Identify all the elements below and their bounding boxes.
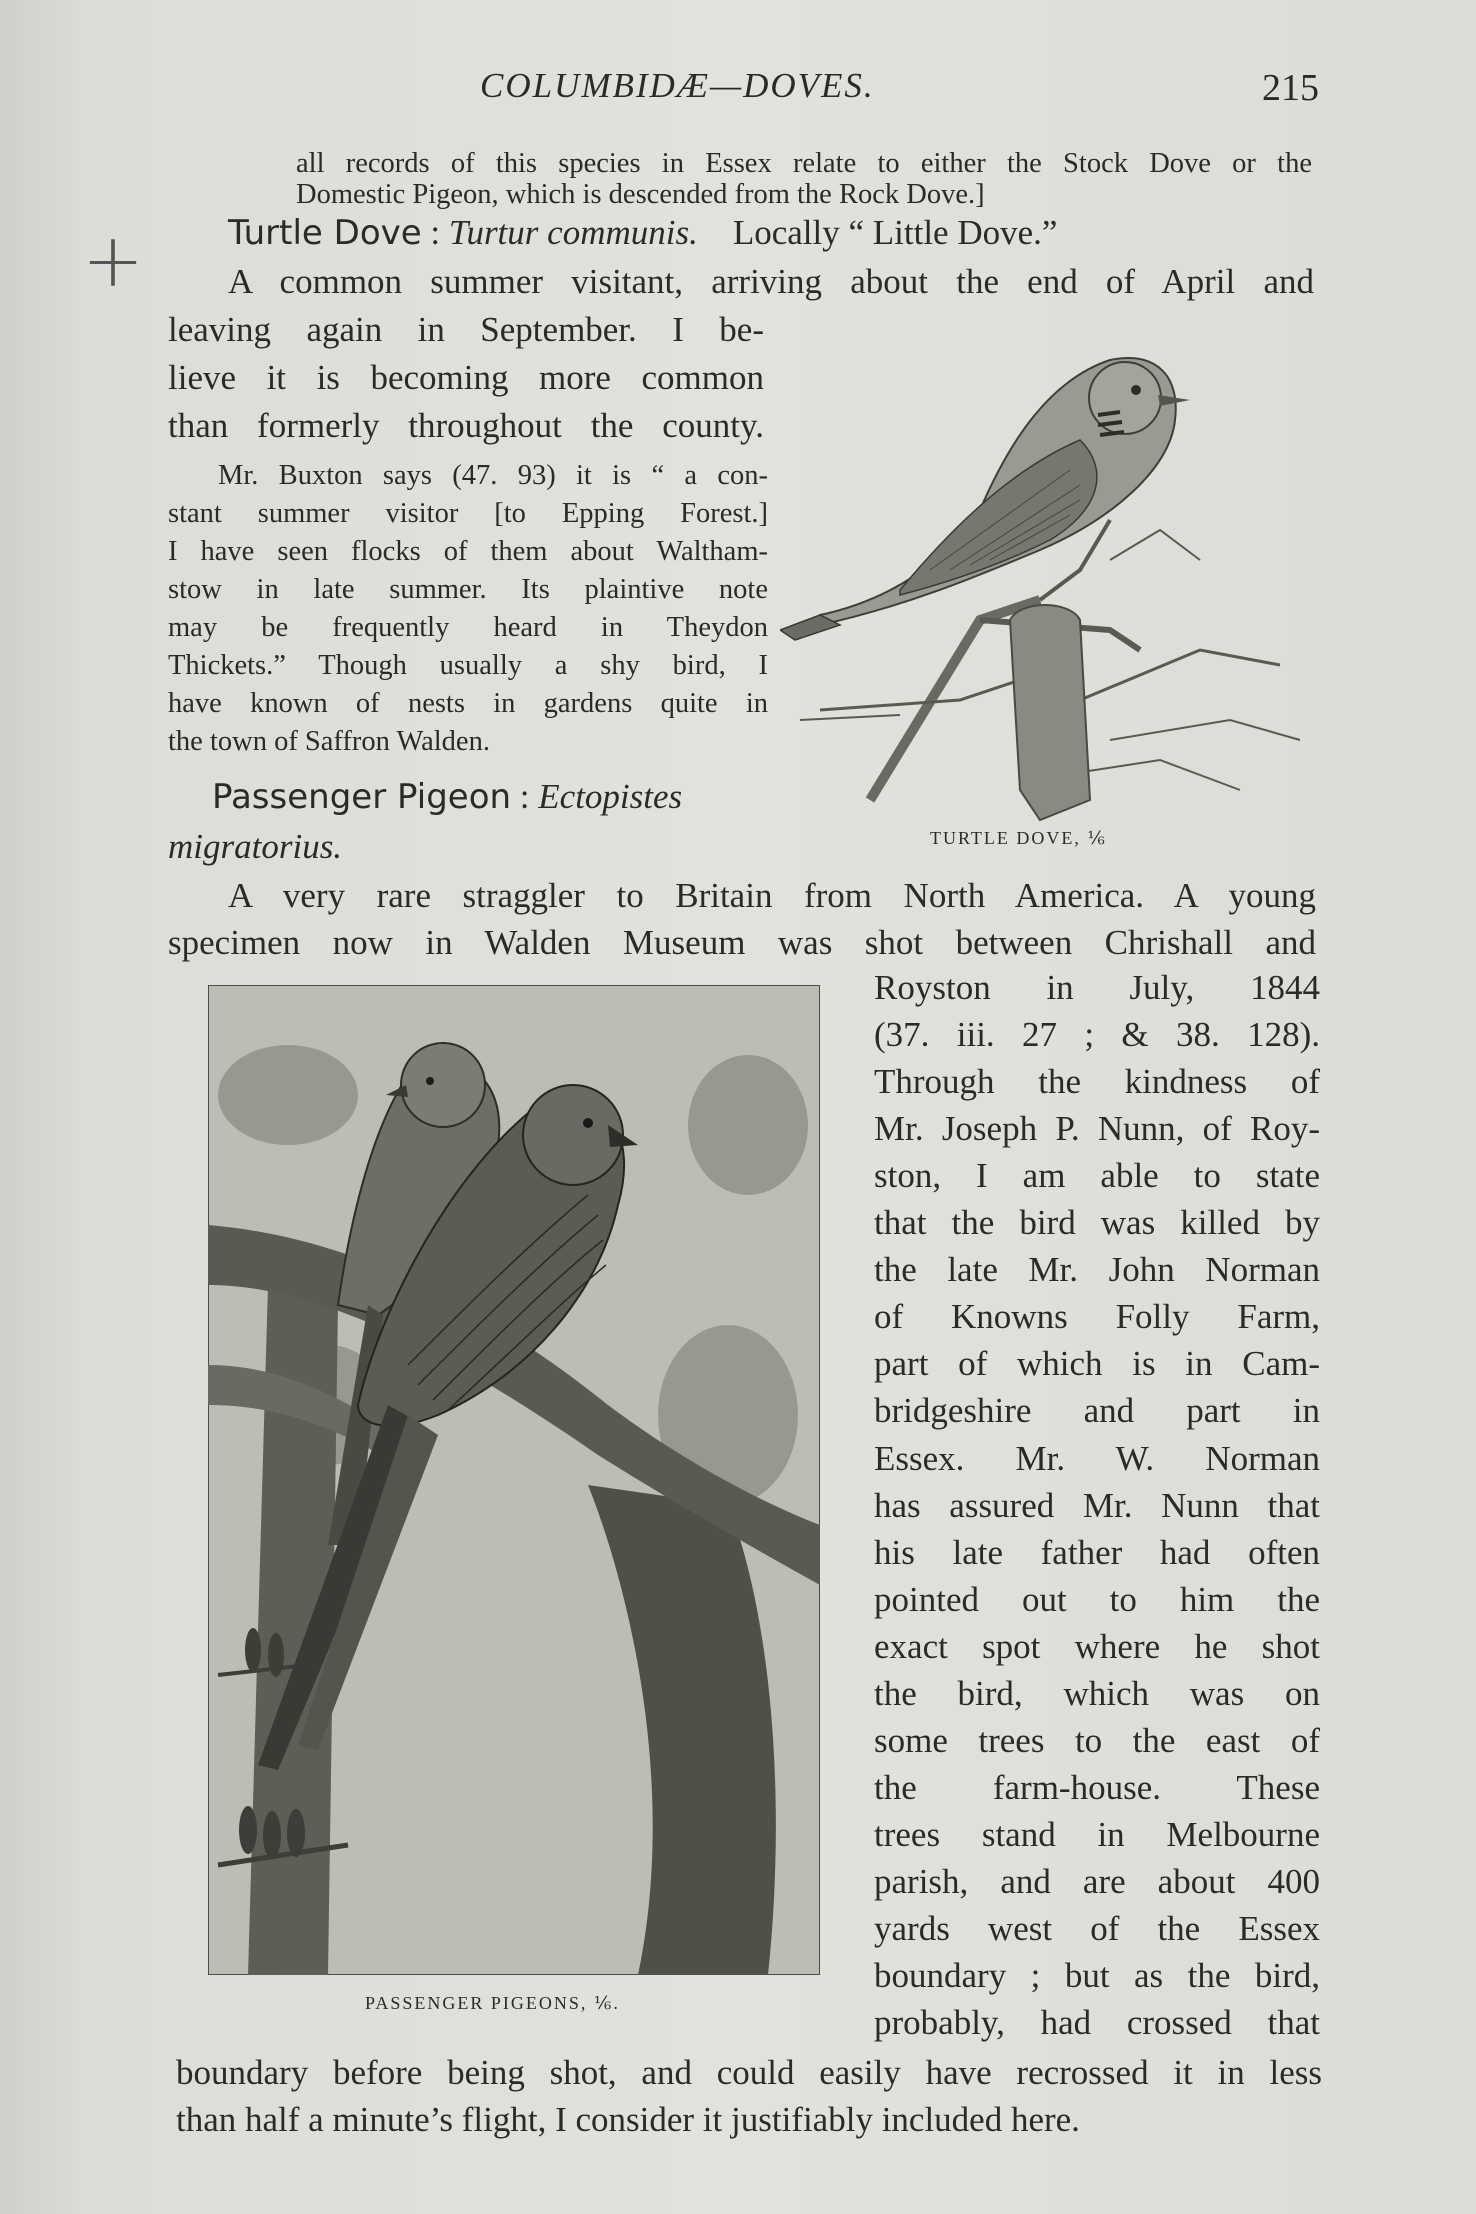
quote-line-6: Thickets.” Though usually a shy bird, I (168, 650, 768, 681)
turtle-dove-local-name: Locally “ Little Dove.” (732, 213, 1058, 252)
column-line: pointed out to him the (874, 1579, 1320, 1619)
turtle-para-line-2: leaving again in September. I be- (168, 310, 764, 349)
turtle-para-line-3: lieve it is becoming more common (168, 358, 764, 397)
closing-line-2: than half a minute’s flight, I consider it justifiably included here. (176, 2100, 1080, 2139)
quote-line-5: may be frequently heard in Theydon (168, 612, 768, 643)
column-line: his late father had often (874, 1532, 1320, 1572)
column-line: Essex. Mr. W. Norman (874, 1438, 1320, 1478)
column-line: some trees to the east of (874, 1720, 1320, 1760)
column-line: bridgeshire and part in (874, 1391, 1320, 1431)
intro-line-1: all records of this species in Essex relate to either the Stock Dove or the (296, 148, 1312, 179)
column-line: probably, had crossed that (874, 2003, 1320, 2043)
column-line: the bird, which was on (874, 1673, 1320, 1713)
passenger-pigeons-caption: PASSENGER PIGEONS, ⅙. (365, 1993, 620, 2013)
column-line: yards west of the Essex (874, 1909, 1320, 1948)
column-line: that the bird was killed by (874, 1203, 1320, 1243)
column-line: ston, I am able to state (874, 1156, 1320, 1196)
column-line: boundary ; but as the bird, (874, 1956, 1320, 1996)
quote-line-4: stow in late summer. Its plaintive note (168, 574, 768, 605)
turtle-dove-illustration (780, 320, 1340, 830)
quote-line-2: stant summer visitor [to Epping Forest.] (168, 498, 768, 529)
passenger-pigeon-latin-1: Ectopistes (538, 777, 683, 816)
column-line: of Knowns Folly Farm, (874, 1297, 1320, 1337)
passenger-pigeons-illustration (208, 985, 820, 1975)
column-line: parish, and are about 400 (874, 1861, 1320, 1901)
column-line: part of which is in Cam- (874, 1344, 1320, 1384)
column-line: trees stand in Melbourne (874, 1814, 1320, 1854)
passenger-pigeon-heading: Passenger Pigeon : Ectopistes (212, 777, 683, 817)
page-number: 215 (1262, 67, 1319, 109)
passenger-pigeon-latin-2: migratorius. (168, 827, 343, 866)
closing-line-1: boundary before being shot, and could easily have recrossed it in less (176, 2053, 1322, 2092)
column-line: (37. iii. 27 ; & 38. 128). (874, 1015, 1320, 1055)
column-line: the late Mr. John Norman (874, 1250, 1320, 1290)
column-line: Through the kindness of (874, 1062, 1320, 1102)
turtle-para-line-4: than formerly throughout the county. (168, 406, 764, 445)
passenger-para-line-1: A very rare straggler to Britain from North America. A young (228, 876, 1316, 915)
running-head: COLUMBIDÆ—DOVES. (480, 66, 875, 105)
turtle-dove-name: Turtle Dove (228, 213, 422, 253)
column-line: has assured Mr. Nunn that (874, 1485, 1320, 1525)
intro-line-2: Domestic Pigeon, which is descended from the Rock Dove.] (296, 179, 985, 210)
turtle-dove-caption: TURTLE DOVE, ⅙ (930, 828, 1107, 848)
passenger-pigeon-name: Passenger Pigeon (212, 777, 512, 817)
quote-line-8: the town of Saffron Walden. (168, 726, 490, 757)
quote-line-7: have known of nests in gardens quite in (168, 688, 768, 719)
column-line: Royston in July, 1844 (874, 968, 1320, 1007)
column-line: exact spot where he shot (874, 1626, 1320, 1666)
turtle-para-line-1: A common summer visitant, arriving about the end of April and (228, 262, 1314, 301)
column-line: Mr. Joseph P. Nunn, of Roy- (874, 1109, 1320, 1149)
passenger-para-line-2: specimen now in Walden Museum was shot between Chrishall and (168, 923, 1316, 962)
margin-plus-mark: + (82, 218, 145, 304)
column-line: the farm-house. These (874, 1767, 1320, 1807)
turtle-dove-heading: Turtle Dove : Turtur communis. Locally “ Little Dove.” (228, 213, 1058, 253)
quote-line-3: I have seen flocks of them about Waltham- (168, 536, 768, 567)
turtle-dove-latin: Turtur communis. (448, 213, 698, 252)
quote-line-1: Mr. Buxton says (47. 93) it is “ a con- (218, 460, 768, 491)
